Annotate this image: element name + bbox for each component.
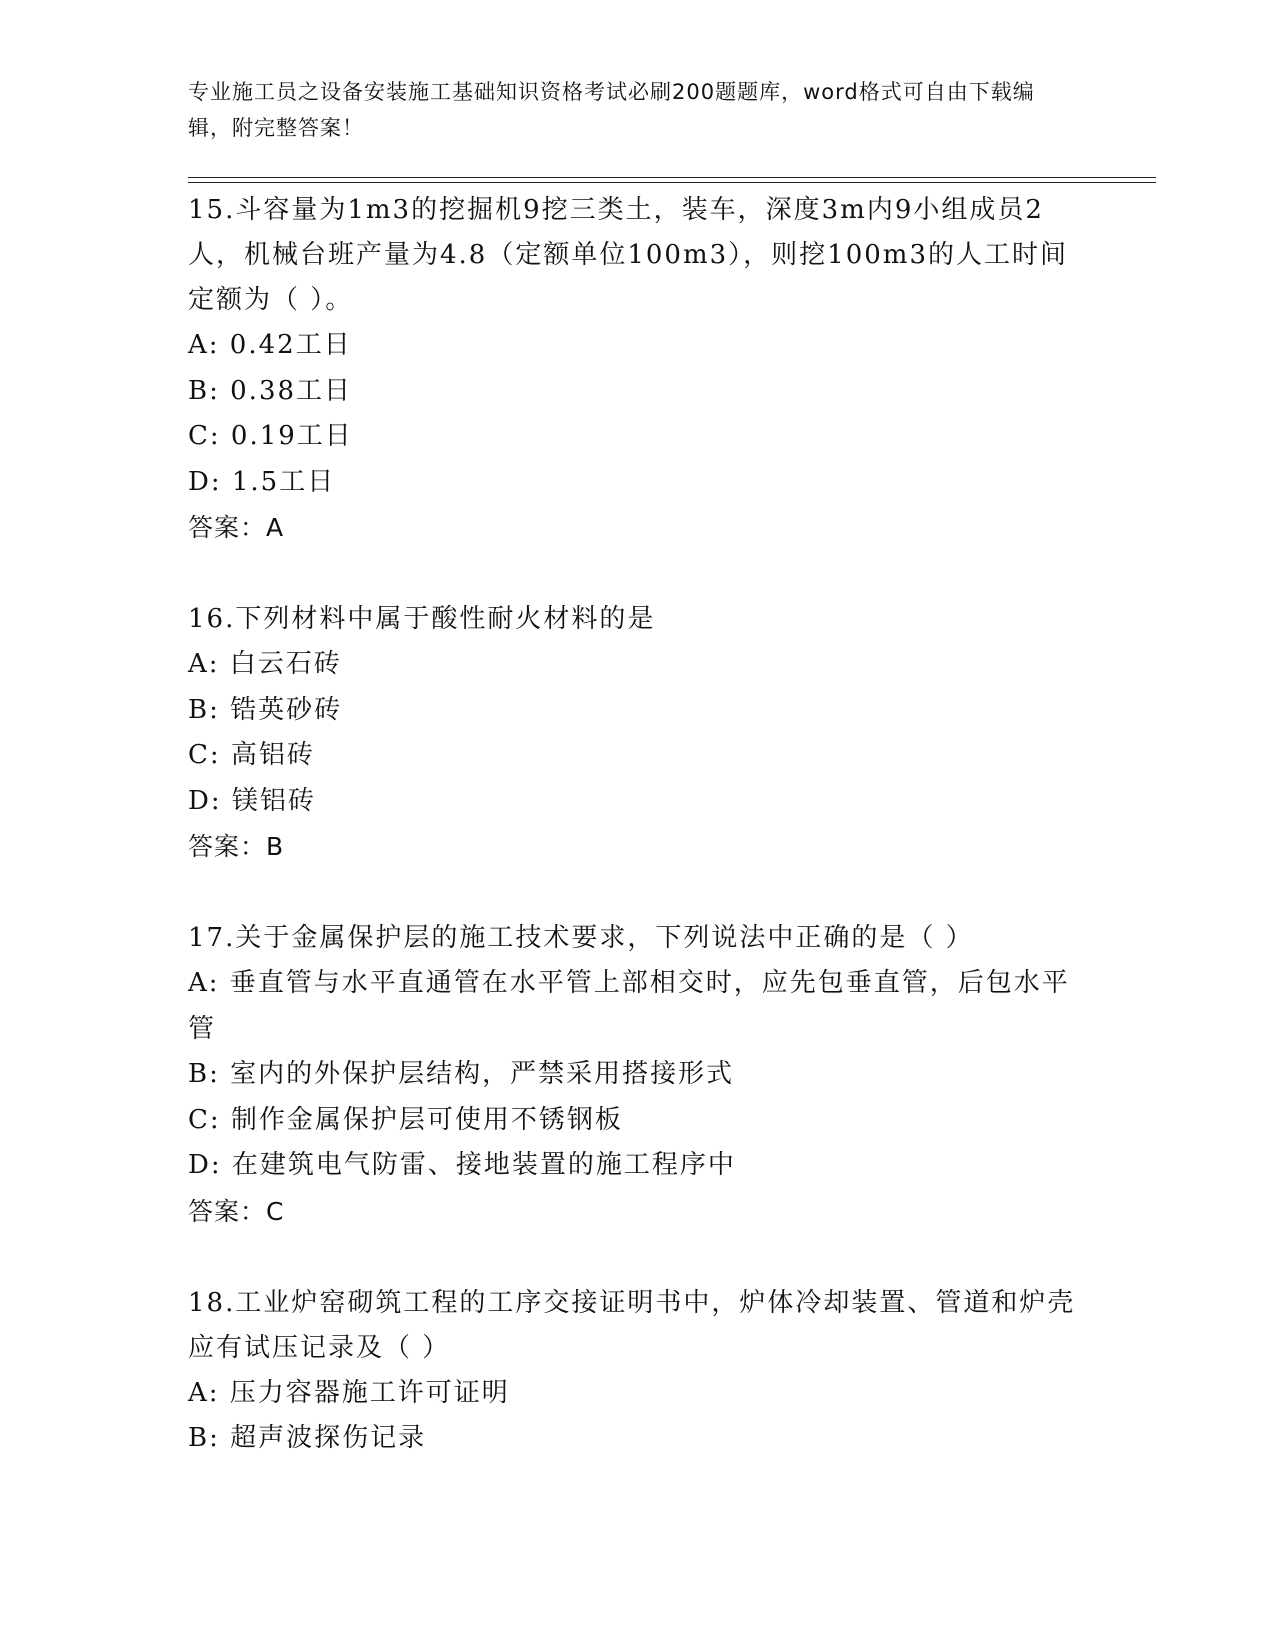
option-d: D: 在建筑电气防雷、接地装置的施工程序中 xyxy=(188,1150,736,1180)
question-stem: 15.斗容量为1m3的挖掘机9挖三类土，装车，深度3m内9小组成员2人，机械台班产量为4.8（定额单位100m3），则挖100m3的人工时间定额为（ ）。 xyxy=(188,195,1068,315)
option-a: A: 压力容器施工许可证明 xyxy=(188,1377,510,1408)
question-15 xyxy=(188,188,1088,551)
document-header-text: 专业施工员之设备安装施工基础知识资格考试必刷200题题库，word格式可自由下载编辑，附完整答案！ xyxy=(188,80,1035,140)
option-b: B: 锆英砂砖 xyxy=(188,694,343,725)
option-d: D: 1.5工日 xyxy=(188,466,336,497)
question-stem: 18.工业炉窑砌筑工程的工序交接证明书中，炉体冷却装置、管道和炉壳应有试压记录及（ ） xyxy=(188,1287,1076,1363)
answer-line: 答案：C xyxy=(188,1196,285,1226)
option-c: C: 0.19工日 xyxy=(188,421,353,451)
option-b: B: 超声波探伤记录 xyxy=(188,1423,427,1453)
option-a: A: 白云石砖 xyxy=(188,649,342,679)
option-a: A: 垂直管与水平直通管在水平管上部相交时，应先包垂直管，后包水平管 xyxy=(188,968,1070,1044)
question-17 xyxy=(188,916,1088,1235)
question-stem: 16.下列材料中属于酸性耐火材料的是 xyxy=(188,604,656,634)
question-18 xyxy=(188,1281,1088,1462)
document-header xyxy=(188,74,1068,146)
option-b: B: 室内的外保护层结构，严禁采用搭接形式 xyxy=(188,1059,735,1089)
option-d: D: 镁铝砖 xyxy=(188,785,316,816)
question-list xyxy=(188,188,1088,1508)
answer-line: 答案：A xyxy=(188,513,285,542)
header-divider-bottom xyxy=(188,182,1156,183)
question-16 xyxy=(188,597,1088,870)
answer-line: 答案：B xyxy=(188,832,285,861)
option-c: C: 制作金属保护层可使用不锈钢板 xyxy=(188,1104,623,1135)
header-divider-top xyxy=(188,177,1156,178)
option-b: B: 0.38工日 xyxy=(188,375,353,406)
option-c: C: 高铝砖 xyxy=(188,740,315,770)
question-stem: 17.关于金属保护层的施工技术要求，下列说法中正确的是（ ） xyxy=(188,923,974,953)
option-a: A: 0.42工日 xyxy=(188,330,352,360)
